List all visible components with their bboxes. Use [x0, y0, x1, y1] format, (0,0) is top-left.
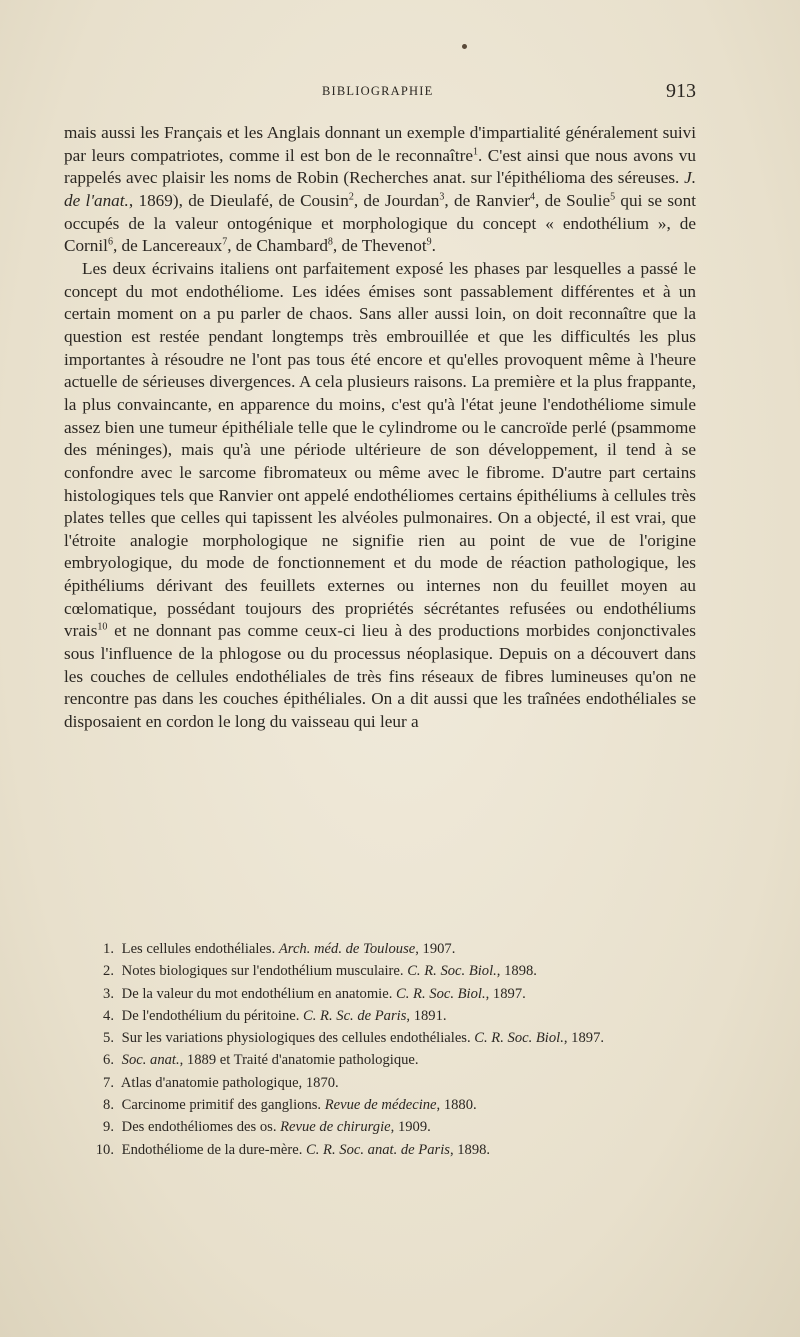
footnote-ref-3: 3: [439, 191, 445, 203]
footnote-tail: , 1889 et Traité d'anatomie pathologique.: [179, 1052, 419, 1069]
footnote-number: 1.: [103, 941, 114, 957]
text-run: , de Thevenot: [332, 236, 427, 256]
footnote-number: 9.: [103, 1119, 114, 1136]
footnote-text: Les cellules endothéliales.: [121, 941, 279, 957]
paragraph-2: [64, 258, 696, 734]
footnote-2: [64, 960, 696, 982]
footnote-ref-2: 2: [348, 191, 354, 203]
footnote-journal: Revue de médecine: [324, 1097, 437, 1114]
footnote-tail: , 1897.: [563, 1030, 605, 1047]
footnote-ref-7: 7: [222, 236, 228, 248]
footnote-ref-8: 8: [327, 236, 333, 248]
text-run: et ne donnant pas comme ceux-ci lieu à des productions morbides conjonctivales sous l'influence de la phlogose ou du processus néoplasique. Depuis on a découvert dans les couches de cellules endothéliales de très fins réseaux de fibres lumineuses qu'on ne rencontre pas dans les couches épithéliales. On a dit aussi que les traînées endothéliales se disposaient en cordon le long du vaisseau qui leur a: [64, 621, 696, 732]
body-text: [64, 122, 696, 734]
footnote-journal: C. R. Sc. de Paris: [303, 1007, 407, 1024]
text-run: , de Lancereaux: [112, 236, 223, 256]
footnote-tail: , 1880.: [436, 1097, 477, 1114]
text-run: qui se sont occupés de la valeur ontogénique et morphologique du concept « endothélium », de Cornil: [64, 190, 697, 256]
text-run: , de Ranvier: [444, 190, 530, 210]
footnote-journal: C. R. Soc. Biol.: [407, 963, 497, 980]
footnote-journal: Soc. anat.: [121, 1052, 180, 1069]
footnote-ref-10: 10: [97, 621, 108, 633]
printer-mark-dot: [462, 44, 467, 49]
footnote-9: [64, 1116, 696, 1138]
footnote-tail: , 1891.: [406, 1007, 447, 1024]
text-run: Les deux écrivains italiens ont parfaitement exposé les phases par lesquelles a passé le concept du mot endothéliome. Les idées émises sont passablement différentes et à un certain moment on a pu parler de chaos. Sans aller aussi loin, on doit reconnaître que la question est restée pendant longtemps très embrouillée et que les difficultés les plus importantes à résoudre ne l'ont pas tous été encore et qu'elles provoquent même à l'heure actuelle de sérieuses divergences. A cela plusieurs raisons. La première et la plus frappante, la plus convaincante, en apparence du moins, c'est qu'à l'état jeune l'endothéliome simule assez bien une tumeur épithéliale telle que le cylindrome ou le cancroïde perlé (psammome des méninges), mais qu'à une période ultérieure de son développement, il tend à se confondre avec le sarcome fibromateux ou même avec le fibrome. D'autre part certains histologiques tels que Ranvier ont appelé endothéliomes certains épithéliums à cellules très plates telles que celles qui tapissent les alvéoles pulmonaires. On a objecté, il est vrai, que l'étroite analogie morphologique ne signifie rien au point de vue de l'origine embryologique, du mode de fonctionnement et du mode de réaction pathologique, les épithéliums dérivant des feuillets externes ou internes non du feuillet moyen au cœlomatique, possédant toujours des propriétés sécrétantes refusées ou endothéliums vrais: [64, 258, 696, 641]
footnote-text: Sur les variations physiologiques des cellules endothéliales.: [121, 1030, 475, 1047]
footnote-number: 2.: [103, 963, 114, 980]
footnote-text: Notes biologiques sur l'endothélium musculaire.: [121, 963, 408, 980]
footnote-text: Carcinome primitif des ganglions.: [121, 1097, 325, 1114]
footnote-number: 4.: [103, 1007, 114, 1024]
footnote-number: 10.: [95, 1141, 114, 1158]
footnote-3: [64, 983, 696, 1005]
footnote-number: 7.: [103, 1074, 114, 1091]
footnote-tail: , 1898.: [449, 1141, 491, 1158]
paragraph-1: [64, 122, 696, 258]
footnote-10: [64, 1139, 696, 1161]
footnote-number: 6.: [103, 1052, 114, 1069]
text-run: , 1869), de Dieulafé, de Cousin: [128, 190, 349, 210]
footnote-text: De la valeur du mot endothélium en anatomie.: [121, 985, 397, 1002]
footnote-journal: Arch. méd. de Toulouse: [278, 941, 416, 957]
footnote-ref-4: 4: [530, 191, 535, 203]
footnote-ref-9: 9: [426, 236, 432, 248]
footnote-number: 3.: [103, 985, 114, 1002]
running-head: BIBLIOGRAPHIE: [322, 84, 434, 98]
footnote-tail: , 1907.: [415, 941, 456, 957]
footnote-journal: C. R. Soc. Biol.: [474, 1030, 564, 1047]
footnote-number: 5.: [103, 1030, 114, 1047]
footnote-ref-1: 1: [472, 145, 478, 157]
footnote-text: Endothéliome de la dure-mère.: [121, 1141, 307, 1158]
text-run: .: [431, 236, 436, 256]
footnote-tail: , 1897.: [485, 985, 526, 1002]
footnote-journal: C. R. Soc. anat. de Paris: [306, 1141, 450, 1158]
journal-title: J. de l'anat.: [64, 168, 696, 210]
footnote-8: [64, 1094, 696, 1116]
text-run: mais aussi les Français et les Anglais donnant un exemple d'impartialité généralement suivi par leurs compatriotes, comme il est bon de le reconnaître: [64, 123, 696, 165]
page-header: [64, 80, 696, 104]
footnote-tail: , 1909.: [390, 1119, 431, 1136]
footnote-7: [64, 1072, 696, 1094]
text-run: . C'est ainsi que nous avons vu rappelés avec plaisir les noms de Robin (Recherches anat. sur l'épithélioma des séreuses.: [64, 145, 696, 188]
footnote-1: [64, 938, 696, 960]
text-run: , de Soulie: [535, 190, 611, 210]
footnote-text: Atlas d'anatomie pathologique, 1870.: [120, 1074, 339, 1091]
text-run: , de Chambard: [227, 236, 328, 256]
footnote-ref-6: 6: [107, 236, 113, 248]
footnote-text: Des endothéliomes des os.: [121, 1119, 281, 1136]
footnote-4: [64, 1005, 696, 1027]
footnote-journal: Revue de chirurgie: [280, 1119, 391, 1136]
footnote-text: De l'endothélium du péritoine.: [121, 1007, 304, 1024]
footnotes: [64, 938, 696, 1161]
footnote-journal: C. R. Soc. Biol.: [396, 985, 486, 1002]
footnote-ref-5: 5: [610, 191, 616, 203]
footnote-number: 8.: [103, 1097, 114, 1114]
footnote-5: [64, 1027, 696, 1049]
page-number: 913: [666, 80, 696, 102]
footnote-6: [64, 1049, 696, 1071]
footnote-tail: , 1898.: [496, 963, 537, 980]
text-run: , de Jourdan: [353, 190, 440, 210]
